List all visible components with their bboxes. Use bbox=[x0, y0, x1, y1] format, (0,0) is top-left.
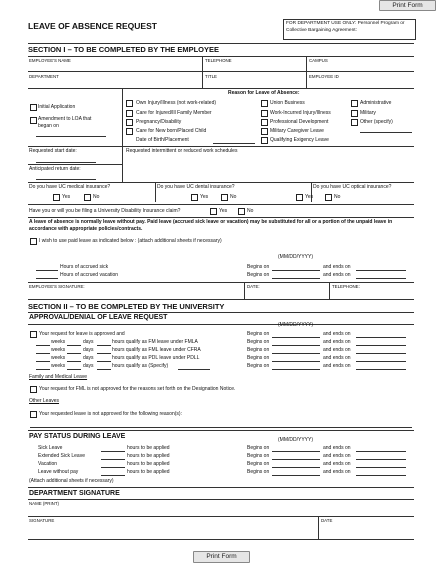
attach-sheets-note: (Attach additional sheets if necessary) bbox=[29, 478, 114, 484]
approved-checkbox[interactable] bbox=[30, 331, 37, 338]
reason-professional-dev: Professional Development bbox=[270, 119, 329, 125]
pdll-ends: and ends on bbox=[323, 355, 351, 361]
section1-title: SECTION I – TO BE COMPLETED BY THE EMPLOYEE bbox=[28, 45, 220, 54]
military-caregiver-checkbox[interactable] bbox=[261, 128, 268, 135]
dental-no-checkbox[interactable] bbox=[221, 194, 228, 201]
date-of-birth-label: Date of Birth/Placement bbox=[136, 137, 189, 143]
dental-yes-label: Yes bbox=[200, 194, 209, 200]
disability-no-checkbox[interactable] bbox=[238, 208, 245, 215]
approved-ends: and ends on bbox=[323, 331, 351, 337]
amendment-checkbox[interactable] bbox=[30, 117, 37, 124]
medical-no-checkbox[interactable] bbox=[84, 194, 91, 201]
reason-other-specify: Other (specify) bbox=[360, 119, 393, 125]
employee-telephone-label: TELEPHONE: bbox=[332, 284, 360, 289]
specify-begins: Begins on bbox=[247, 363, 270, 369]
dept-use-label: FOR DEPARTMENT USE ONLY: Personnel Program or Collective Bargaining Agreement: bbox=[286, 21, 405, 33]
union-business-checkbox[interactable] bbox=[261, 100, 268, 107]
pay-vacation-label: Vacation bbox=[38, 461, 58, 467]
dept-date-label: DATE bbox=[321, 518, 333, 523]
print-form-button-bottom[interactable]: Print Form bbox=[193, 551, 250, 563]
requested-start-label: Requested start date: bbox=[29, 148, 77, 154]
pdll-days: days bbox=[83, 355, 94, 361]
amendment-label: Amendment to LOA that began on bbox=[38, 116, 92, 129]
vacation-begins-label: Begins on bbox=[247, 272, 270, 278]
other-specify-checkbox[interactable] bbox=[351, 119, 358, 126]
pdll-weeks: weeks bbox=[51, 355, 66, 361]
pay-vacation-hours: hours to be applied bbox=[127, 461, 170, 467]
specify-days: days bbox=[83, 363, 94, 369]
family-medical-heading: Family and Medical Leave bbox=[29, 374, 88, 380]
specify-ends: and ends on bbox=[323, 363, 351, 369]
pay-sick-label: Sick Leave bbox=[38, 445, 63, 451]
pay-sick-hours: hours to be applied bbox=[127, 445, 170, 451]
optical-no-checkbox[interactable] bbox=[325, 194, 332, 201]
reason-pregnancy: Pregnancy/Disability bbox=[136, 119, 182, 125]
approved-label: Your request for leave is approved and bbox=[39, 331, 125, 337]
pay-lwop-ends: and ends on bbox=[323, 469, 351, 475]
military-checkbox[interactable] bbox=[351, 110, 358, 117]
print-form-button-top[interactable]: Print Form bbox=[379, 0, 436, 11]
dental-yes-checkbox[interactable] bbox=[191, 194, 198, 201]
fmla-ends: and ends on bbox=[323, 339, 351, 345]
cfra-days: days bbox=[83, 347, 94, 353]
initial-application-label: Initial Application bbox=[38, 104, 76, 110]
optical-yes-label: Yes bbox=[305, 194, 314, 200]
reason-own-illness: Own Injury/Illness (not work-related) bbox=[136, 100, 217, 106]
employee-signature-label: EMPLOYEE'S SIGNATURE: bbox=[29, 284, 85, 289]
wish-paid-leave-checkbox[interactable] bbox=[30, 238, 37, 245]
reason-care-family: Care for Injured/Ill Family Member bbox=[136, 110, 212, 116]
reason-header: Reason for Leave of Absence: bbox=[228, 90, 300, 96]
pay-lwop-label: Leave without pay bbox=[38, 469, 79, 475]
fmla-hours-label: hours qualify as FM leave under FMLA bbox=[112, 339, 198, 345]
intermittent-label: Requested intermittent or reduced work schedules bbox=[126, 148, 238, 154]
optical-yes-checkbox[interactable] bbox=[296, 194, 303, 201]
professional-dev-checkbox[interactable] bbox=[261, 119, 268, 126]
dental-no-label: No bbox=[230, 194, 237, 200]
disability-yes-label: Yes bbox=[219, 208, 228, 214]
department-label: DEPARTMENT bbox=[29, 74, 59, 79]
dept-signature-title: DEPARTMENT SIGNATURE bbox=[29, 490, 120, 497]
pay-vacation-ends: and ends on bbox=[323, 461, 351, 467]
employee-id-label: EMPLOYEE ID bbox=[309, 74, 339, 79]
fml-not-approved-checkbox[interactable] bbox=[30, 386, 37, 393]
pay-status-title: PAY STATUS DURING LEAVE bbox=[29, 433, 126, 440]
fml-not-approved-label: Your request for FML is not approved for the reasons set forth on the Designation Notice. bbox=[39, 386, 236, 392]
pay-lwop-begins: Begins on bbox=[247, 469, 270, 475]
specify-hours-label: hours qualify as (Specify) bbox=[112, 363, 169, 369]
pay-sick-ends: and ends on bbox=[323, 445, 351, 451]
medical-yes-label: Yes bbox=[62, 194, 71, 200]
reason-military-caregiver: Military Caregiver Leave bbox=[270, 128, 324, 134]
hours-sick-label: Hours of accrued sick bbox=[60, 264, 109, 270]
pay-mmddyyyy: (MM/DD/YYYY) bbox=[278, 437, 313, 443]
not-approved-checkbox[interactable] bbox=[30, 411, 37, 418]
pay-vacation-begins: Begins on bbox=[247, 461, 270, 467]
disability-question: Have you or will you be filing a University Disability Insurance claim? bbox=[29, 208, 181, 214]
initial-application-checkbox[interactable] bbox=[30, 104, 37, 111]
medical-yes-checkbox[interactable] bbox=[53, 194, 60, 201]
pay-extended-label: Extended Sick Leave bbox=[38, 453, 85, 459]
uc-dental-label: Do you have UC dental insurance? bbox=[157, 184, 235, 190]
other-leaves-heading: Other Leaves bbox=[29, 398, 60, 404]
employee-name-label: EMPLOYEE'S NAME bbox=[29, 58, 71, 63]
approved-begins: Begins on bbox=[247, 331, 270, 337]
pay-extended-ends: and ends on bbox=[323, 453, 351, 459]
fmla-begins: Begins on bbox=[247, 339, 270, 345]
sick-ends-label: and ends on bbox=[323, 264, 351, 270]
hours-vacation-label: Hours of accrued vacation bbox=[60, 272, 119, 278]
cfra-begins: Begins on bbox=[247, 347, 270, 353]
care-newborn-checkbox[interactable] bbox=[126, 128, 133, 135]
specify-weeks: weeks bbox=[51, 363, 66, 369]
vacation-ends-label: and ends on bbox=[323, 272, 351, 278]
title-label: TITLE bbox=[205, 74, 217, 79]
form-title: LEAVE OF ABSENCE REQUEST bbox=[28, 21, 157, 31]
telephone-label: TELEPHONE bbox=[205, 58, 232, 63]
approval-title: APPROVAL/DENIAL OF LEAVE REQUEST bbox=[29, 314, 168, 321]
cfra-hours-label: hours qualify as FML leave under CFRA bbox=[112, 347, 201, 353]
anticipated-return-label: Anticipated return date: bbox=[29, 166, 81, 172]
pdll-hours-label: hours qualify as PDL leave under PDLL bbox=[112, 355, 200, 361]
paid-leave-notice: A leave of absence is normally leave without pay. Paid leave (accrued sick leave or vacation) may be substituted for all or a portion of the unpaid leave in accordance with appropriate policies/contracts. bbox=[29, 219, 393, 232]
approval-mmddyyyy: (MM/DD/YYYY) bbox=[278, 322, 313, 328]
name-print-label: NAME (PRINT) bbox=[29, 501, 60, 506]
campus-label: CAMPUS bbox=[309, 58, 328, 63]
wish-paid-leave-label: I wish to use paid leave as indicated below : (attach additional sheets if necessary) bbox=[39, 238, 222, 244]
reason-care-newborn: Care for New born/Placed Child bbox=[136, 128, 207, 134]
employee-date-label: DATE: bbox=[247, 284, 260, 289]
fmla-weeks: weeks bbox=[51, 339, 66, 345]
optical-no-label: No bbox=[334, 194, 341, 200]
own-illness-checkbox[interactable] bbox=[126, 100, 133, 107]
pay-lwop-hours: hours to be applied bbox=[127, 469, 170, 475]
sick-begins-label: Begins on bbox=[247, 264, 270, 270]
qualifying-exigency-checkbox[interactable] bbox=[261, 137, 268, 144]
paid-leave-mmddyyyy: (MM/DD/YYYY) bbox=[278, 254, 313, 260]
disability-yes-checkbox[interactable] bbox=[210, 208, 217, 215]
reason-military: Military bbox=[360, 110, 376, 116]
administrative-checkbox[interactable] bbox=[351, 100, 358, 107]
section2-title: SECTION II – TO BE COMPLETED BY THE UNIVERSITY bbox=[28, 302, 225, 311]
pay-extended-begins: Begins on bbox=[247, 453, 270, 459]
work-injury-checkbox[interactable] bbox=[261, 110, 268, 117]
pay-extended-hours: hours to be applied bbox=[127, 453, 170, 459]
pregnancy-checkbox[interactable] bbox=[126, 119, 133, 126]
reason-union-business: Union Business bbox=[270, 100, 305, 106]
reason-administrative: Administrative bbox=[360, 100, 392, 106]
medical-no-label: No bbox=[93, 194, 100, 200]
cfra-ends: and ends on bbox=[323, 347, 351, 353]
uc-medical-label: Do you have UC medical insurance? bbox=[29, 184, 111, 190]
pdll-begins: Begins on bbox=[247, 355, 270, 361]
not-approved-label: Your requested leave is not approved for the following reason(s): bbox=[39, 411, 182, 417]
care-family-checkbox[interactable] bbox=[126, 110, 133, 117]
cfra-weeks: weeks bbox=[51, 347, 66, 353]
signature-label: SIGNATURE bbox=[29, 518, 55, 523]
disability-no-label: No bbox=[247, 208, 254, 214]
pay-sick-begins: Begins on bbox=[247, 445, 270, 451]
fmla-days: days bbox=[83, 339, 94, 345]
reason-work-injury: Work-Incurred Injury/Illness bbox=[270, 110, 331, 116]
reason-qualifying-exigency: Qualifying Exigency Leave bbox=[270, 137, 329, 143]
uc-optical-label: Do you have UC optical insurance? bbox=[313, 184, 392, 190]
